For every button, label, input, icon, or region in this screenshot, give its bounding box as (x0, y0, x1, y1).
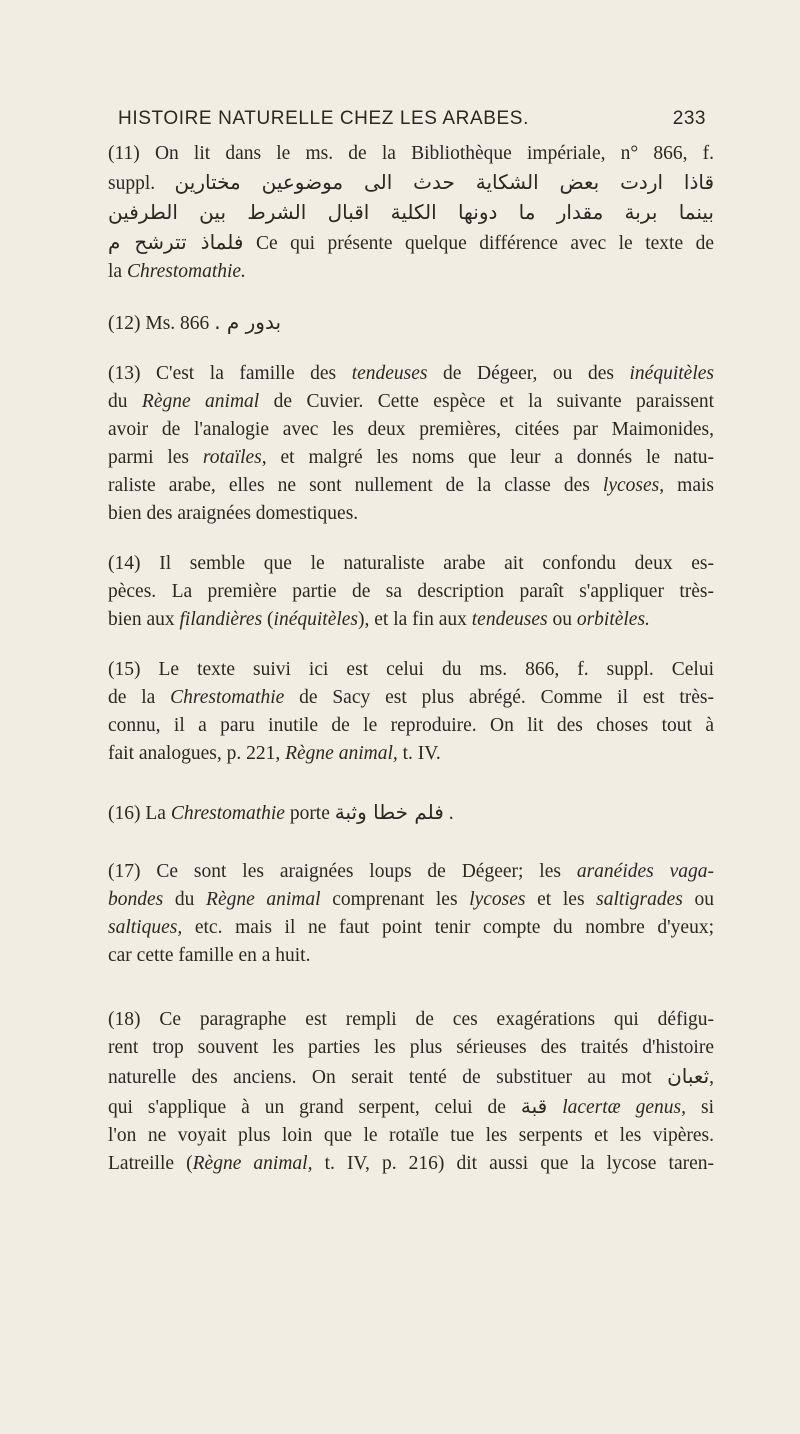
note-line (108, 444, 714, 472)
note-11 (108, 140, 714, 286)
arabic-text: بدور م . (214, 310, 282, 334)
italic-title: Règne animal, (285, 743, 398, 764)
note-number: (15) (108, 659, 141, 680)
note-text: Il semble que le naturaliste arabe ait confondu deux es- (159, 553, 715, 574)
page-number: 233 (672, 108, 706, 129)
note-line (108, 472, 714, 500)
note-line (108, 550, 714, 578)
note-line (108, 578, 714, 606)
note-text: , et malgré les noms que leur a donnés le natu- (261, 447, 714, 468)
note-text: bien des araignées domestiques. (108, 503, 359, 524)
note-line (108, 656, 714, 684)
note-text: C'est la famille des (156, 363, 352, 384)
note-line (108, 1122, 714, 1150)
note-line (108, 712, 714, 740)
note-line (108, 740, 714, 768)
italic-term: lycoses, (602, 475, 665, 496)
note-number: (17) (108, 861, 141, 882)
note-text: avoir de l'analogie avec les deux premières, citées par Maimonides, (108, 419, 714, 440)
note-line (108, 258, 714, 286)
italic-title: Chrestomathie (170, 803, 285, 824)
note-text: ( (262, 609, 274, 630)
note-text: porte (284, 803, 330, 824)
note-text: car cette famille en a huit. (108, 945, 311, 966)
note-number: (18) (108, 1009, 141, 1030)
running-header (118, 108, 706, 130)
note-line (108, 942, 714, 970)
note-text: du (163, 889, 207, 910)
italic-term: saltiques, (108, 917, 183, 938)
note-text: . (443, 803, 454, 824)
note-line (108, 416, 714, 444)
note-text: suppl. (108, 173, 156, 194)
note-text: de Dégeer, ou des (427, 363, 630, 384)
arabic-text: ثعبان (667, 1064, 710, 1088)
note-text: t. IV. (397, 743, 441, 764)
note-text: raliste arabe, elles ne sont nullement de la classe des (108, 475, 603, 496)
note-text: Le texte suivi ici est celui du ms. 866, f. suppl. Celui (158, 659, 715, 680)
note-line (108, 360, 714, 388)
italic-title: Chrestomathie. (126, 261, 246, 282)
note-text: rent trop souvent les parties les plus sérieuses des traités d'histoire (108, 1037, 714, 1058)
note-text: Ce paragraphe est rempli de ces exagérations qui défigu- (159, 1009, 714, 1030)
note-text: de Cuvier. Cette espèce et la suivante paraissent (259, 391, 715, 412)
running-title: HISTOIRE NATURELLE CHEZ LES ARABES. (118, 108, 529, 129)
note-line (108, 168, 714, 198)
note-text: ou (547, 609, 577, 630)
note-text: qui s'applique à un grand serpent, celui de (108, 1097, 506, 1118)
note-line (108, 228, 714, 258)
italic-title: Règne animal (206, 889, 321, 910)
note-text: Latreille ( (108, 1153, 193, 1174)
note-line (108, 1006, 714, 1034)
note-15 (108, 656, 714, 768)
note-text: l'on ne voyait plus loin que le rotaïle tue les serpents et les vipères. (108, 1125, 714, 1146)
note-text: connu, il a paru inutile de le reproduire. On lit des choses tout à (108, 715, 714, 736)
note-text: naturelle des anciens. On serait tenté de substituer au mot (108, 1067, 652, 1088)
note-line (108, 1034, 714, 1062)
note-text: fait analogues, p. 221, (108, 743, 286, 764)
note-text: si (686, 1097, 714, 1118)
italic-term: inéquitèles (629, 363, 714, 384)
note-text: de Sacy est plus abrégé. Comme il est très- (284, 687, 714, 708)
arabic-text: فلم خطا وثبة (334, 800, 444, 824)
note-number: (16) (108, 803, 141, 824)
note-line (108, 606, 714, 634)
note-text: On lit dans le ms. de la Bibliothèque impériale, n° 866, f. (154, 143, 715, 164)
note-14 (108, 550, 714, 634)
italic-term: lacertæ genus, (562, 1097, 687, 1118)
note-text: Ce sont les araignées loups de Dégeer; les (156, 861, 577, 882)
note-line (108, 798, 714, 828)
note-text: pèces. La première partie de sa description paraît s'appliquer très- (108, 581, 714, 602)
note-text: parmi les (108, 447, 203, 468)
note-line (108, 500, 714, 528)
note-17 (108, 858, 714, 970)
note-text: et les (525, 889, 597, 910)
note-text: , (709, 1067, 715, 1088)
note-number: (11) (108, 143, 140, 164)
note-line (108, 388, 714, 416)
note-text: ), et la fin aux (358, 609, 472, 630)
note-number: (12) (108, 313, 141, 334)
italic-term: saltigrades (596, 889, 683, 910)
italic-term: rotaïles (202, 447, 262, 468)
note-text: etc. mais il ne faut point tenir compte du nombre d'yeux; (182, 917, 714, 938)
notes-body (108, 140, 714, 1178)
note-number: (13) (108, 363, 141, 384)
note-text: mais (664, 475, 714, 496)
italic-title: Règne animal, (192, 1153, 313, 1174)
italic-term: lycoses (469, 889, 526, 910)
note-text: Ms. 866 (145, 313, 210, 334)
arabic-text: قبة (520, 1094, 548, 1118)
note-line (108, 886, 714, 914)
note-text: La (145, 803, 171, 824)
note-line (108, 1062, 714, 1092)
arabic-text: بينما بربة مقدار ما دونها الكلية اقبال الشرط بين الطرفين (108, 200, 714, 224)
note-text: de la (108, 687, 171, 708)
note-text: la (108, 261, 127, 282)
note-line (108, 1092, 714, 1122)
note-line (108, 140, 714, 168)
note-number: (14) (108, 553, 141, 574)
italic-term: aranéides vaga- (576, 861, 715, 882)
italic-title: Règne animal (141, 391, 260, 412)
note-line (108, 198, 714, 228)
italic-term: inéquitèles (273, 609, 359, 630)
italic-term: filandières (179, 609, 263, 630)
note-text: du (108, 391, 142, 412)
note-text: bien aux (108, 609, 180, 630)
note-line (108, 858, 714, 886)
note-18 (108, 1006, 714, 1178)
italic-term: tendeuses (351, 363, 428, 384)
italic-term: orbitèles. (576, 609, 650, 630)
arabic-text: قاذا اردت بعض الشكاية حدث الى موضوعين مختارين (174, 170, 715, 194)
italic-term: bondes (108, 889, 164, 910)
note-text: Ce qui présente quelque différence avec le texte de (255, 233, 715, 254)
note-16 (108, 798, 714, 828)
note-line (108, 914, 714, 942)
note-line (108, 308, 714, 338)
arabic-text: فلماذ تترشح م (108, 230, 244, 254)
italic-term: tendeuses (471, 609, 548, 630)
note-text: comprenant les (320, 889, 470, 910)
note-13 (108, 360, 714, 528)
note-text: ou (682, 889, 714, 910)
note-12 (108, 308, 714, 338)
note-line (108, 684, 714, 712)
italic-title: Chrestomathie (170, 687, 285, 708)
note-text: t. IV, p. 216) dit aussi que la lycose taren- (312, 1153, 714, 1174)
note-line (108, 1150, 714, 1178)
